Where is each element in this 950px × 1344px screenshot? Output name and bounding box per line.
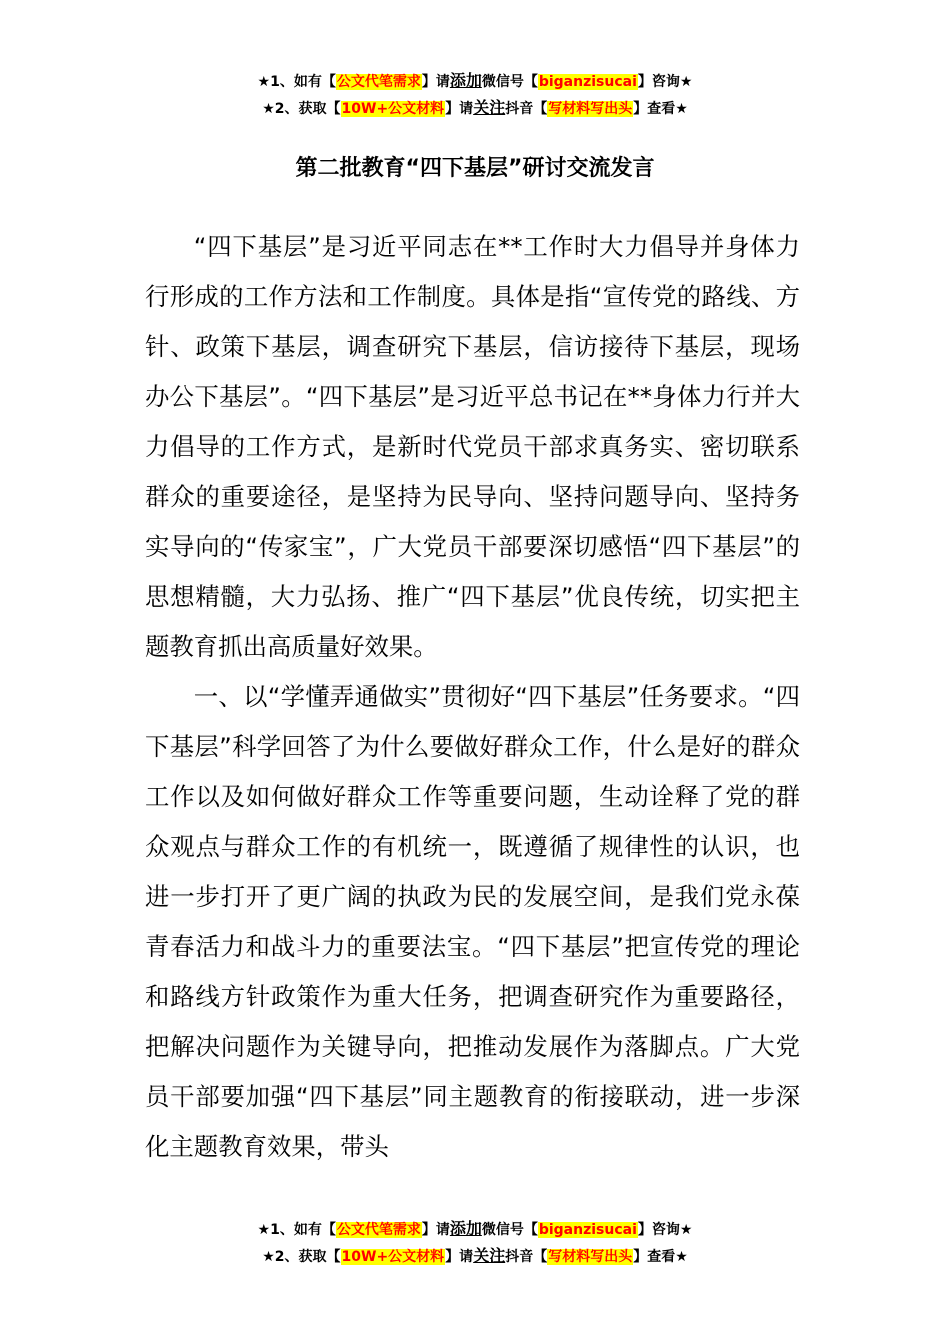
header-banner-line-1: ★1、如有【公文代笔需求】请添加微信号【biganzisucai】咨询★: [257, 71, 693, 90]
highlight-service: 公文代笔需求: [336, 74, 421, 90]
document-title: 第二批教育“四下基层”研讨交流发言: [295, 156, 655, 181]
highlight-service: 公文代笔需求: [336, 1222, 421, 1238]
header-banner-line-2: ★2、获取【10W+公文材料】请关注抖音【写材料写出头】查看★: [262, 98, 688, 117]
header-banner: [0, 68, 950, 122]
footer-banner-line-2: ★2、获取【10W+公文材料】请关注抖音【写材料写出头】查看★: [262, 1246, 688, 1265]
paragraph-section-1: 一、以“学懂弄通做实”贯彻好“四下基层”任务要求。“四下基层”科学回答了为什么要做好群众工作，什么是好的群众工作以及如何做好群众工作等重要问题，生动诠释了党的群众观点与群众工作的有机统一，既遵循了规律性的认识，也进一步打开了更广阔的执政为民的发展空间，是我们党永葆青春活力和战斗力的重要法宝。“四下基层”把宣传党的理论和路线方针政策作为重大任务，把调查研究作为重要路径，把解决问题作为关键导向，把推动发展作为落脚点。广大党员干部要加强“四下基层”同主题教育的衔接联动，进一步深化主题教育效果，带头: [145, 682, 800, 1161]
footer-banner: [0, 1216, 950, 1270]
highlight-douyin-account: 写材料写出头: [548, 1249, 633, 1265]
highlight-douyin-account: 写材料写出头: [548, 101, 633, 117]
highlight-materials: 10W+公文材料: [341, 1249, 445, 1265]
document-body: [145, 222, 800, 1172]
highlight-wechat-id: biganzisucai: [538, 74, 637, 90]
paragraph-intro: “四下基层”是习近平同志在**工作时大力倡导并身体力行形成的工作方法和工作制度。具体是指“宣传党的路线、方针、政策下基层，调查研究下基层，信访接待下基层，现场办公下基层”。“四下基层”是习近平总书记在**身体力行并大力倡导的工作方式，是新时代党员干部求真务实、密切联系群众的重要途径，是坚持为民导向、坚持问题导向、坚持务实导向的“传家宝”，广大党员干部要深切感悟“四下基层”的思想精髓，大力弘扬、推广“四下基层”优良传统，切实把主题教育抓出高质量好效果。: [145, 232, 800, 661]
highlight-materials: 10W+公文材料: [341, 101, 445, 117]
footer-banner-line-1: ★1、如有【公文代笔需求】请添加微信号【biganzisucai】咨询★: [257, 1219, 693, 1238]
highlight-wechat-id: biganzisucai: [538, 1222, 637, 1238]
